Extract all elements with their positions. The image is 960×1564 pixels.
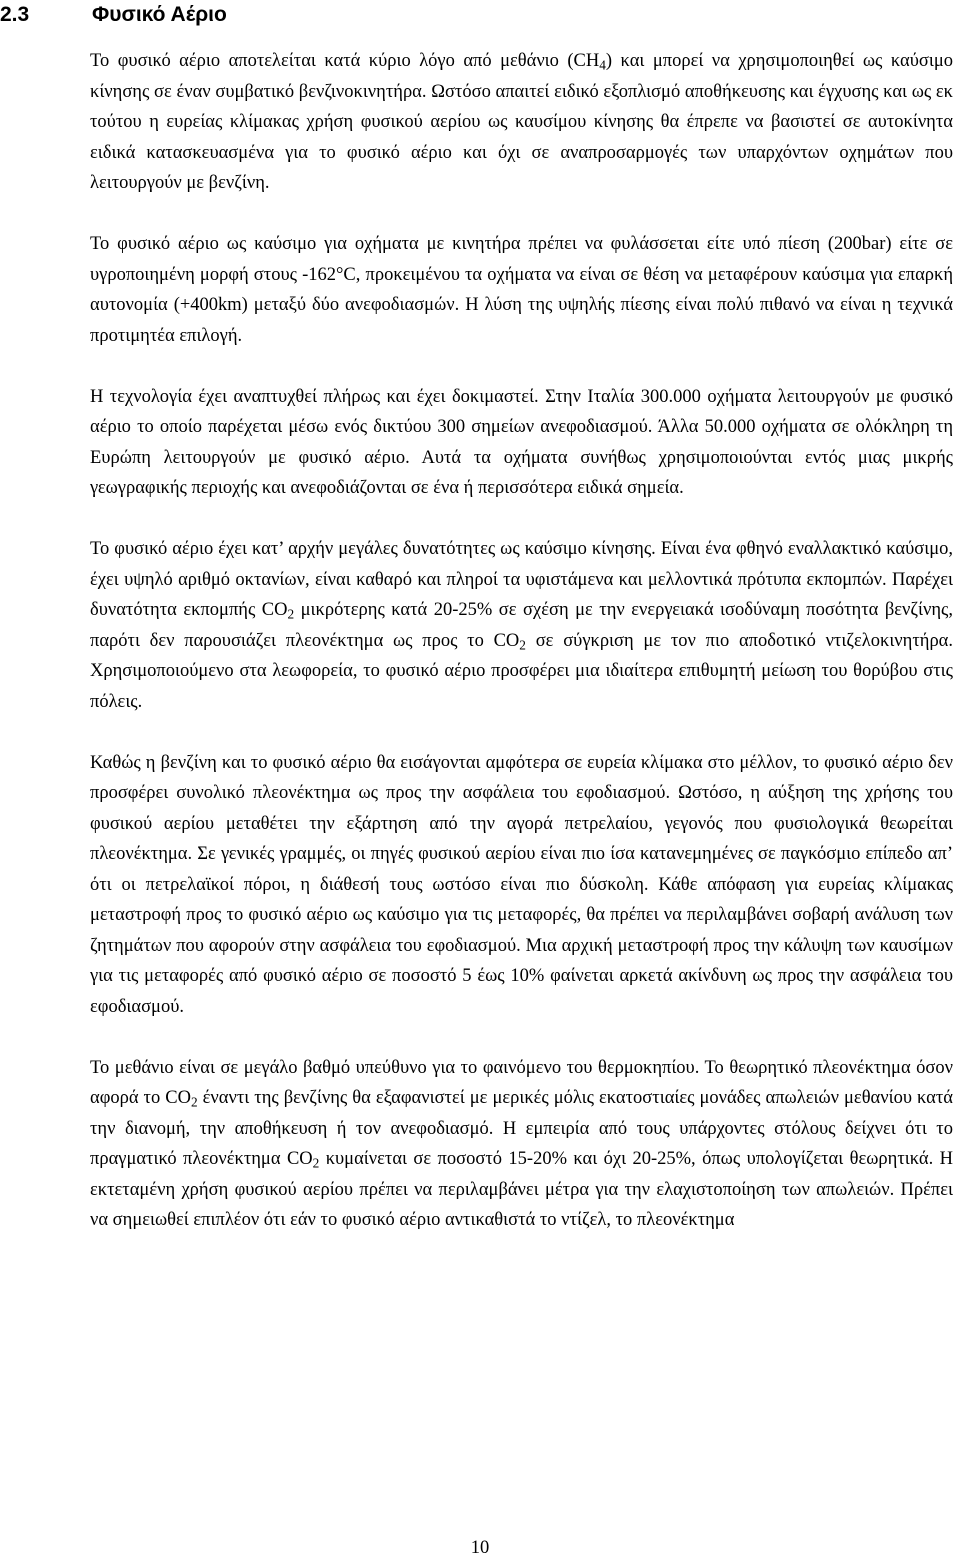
- text-segment: Καθώς η βενζίνη και το φυσικό αέριο θα εισάγονται αμφότερα σε ευρεία κλίμακα στο μέλλον, το φυσικό αέριο δεν προσφέρει συνολικό πλεονέκτημα ως προς την ασφάλεια του εφοδιασμού. Ωστόσο, η αύξηση της χρήσης του φυσικού αερίου μεταθέτει την εξάρτηση από την αγορά πετρελαίου, γεγονός που φυσιολογικά θεωρείται πλεονέκτημα. Σε γενικές γραμμές, οι πηγές φυσικού αερίου είναι πιο ίσα κατανεμημένες σε παγκόσμιο επίπεδο απ’ ότι οι πετρελαϊκοί πόροι, η διάθεσή τους ωστόσο είναι πιο δύσκολη. Κάθε απόφαση για ευρείας κλίμακας μεταστροφή προς το φυσικό αέριο ως καύσιμο για τις μεταφορές, θα πρέπει να περιλαμβάνει σοβαρή ανάλυση των ζητημάτων που αφορούν στην ασφάλεια του εφοδιασμού. Μια αρχική μεταστροφή προς την κάλυψη των καυσίμων για τις μεταφορές από φυσικό αέριο σε ποσοστό 5 έως 10% φαίνεται αρκετά ακίνδυνη ως προς την ασφάλεια του εφοδιασμού.: [90, 752, 953, 1017]
- text-segment: σε σύγκριση με τον πιο αποδοτικό ντιζελοκινητήρα. Χρησιμοποιούμενο στα λεωφορεία, το φυσικό αέριο προσφέρει μια ιδιαίτερα επιθυμητή μείωση του θορύβου στις πόλεις.: [90, 630, 953, 712]
- paragraph: [90, 534, 953, 717]
- paragraph: [90, 1053, 953, 1236]
- paragraph: [90, 229, 953, 351]
- section-heading: [0, 2, 227, 28]
- paragraph: [90, 46, 953, 199]
- page-body: [90, 46, 953, 1236]
- subscript: 2: [312, 1155, 320, 1171]
- text-segment: έναντι της βενζίνης θα εξαφανιστεί με μερικές μόλις εκατοστιαίες μονάδες απωλειών μεθανίου κατά την διανομή, την αποθήκευση ή τον ανεφοδιασμό. Η εμπειρία από τους υπάρχοντες στόλους δείχνει ότι το πραγματικό πλεονέκτημα CO: [90, 1088, 953, 1169]
- text-segment: Το φυσικό αέριο αποτελείται κατά κύριο λόγο από μεθάνιο (CH: [90, 51, 600, 71]
- text-segment: κυμαίνεται σε ποσοστό 15-20% και όχι 20-25%, όπως υπολογίζεται θεωρητικά. Η εκτεταμένη χρήση φυσικού αερίου πρέπει να περιλαμβάνει μέτρα για την ελαχιστοποίηση των απωλειών. Πρέπει να σημειωθεί επιπλέον ότι εάν το φυσικό αέριο αντικαθιστά το ντίζελ, το πλεονέκτημα: [90, 1149, 953, 1230]
- text-segment: Η τεχνολογία έχει αναπτυχθεί πλήρως και έχει δοκιμαστεί. Στην Ιταλία 300.000 οχήματα λειτουργούν με φυσικό αέριο το οποίο παρέχεται μέσω ενός δικτύου 300 σημείων ανεφοδιασμού. Άλλα 50.000 οχήματα σε ολόκληρη τη Ευρώπη λειτουργούν με φυσικό αέριο. Αυτά τα οχήματα συνήθως χρησιμοποιούνται εντός μιας μικρής γεωγραφικής περιοχής και ανεφοδιάζονται σε ένα ή περισσότερα ειδικά σημεία.: [90, 386, 953, 498]
- page-number: 10: [470, 1538, 490, 1558]
- subscript: 2: [519, 637, 526, 653]
- paragraph: [90, 382, 953, 504]
- subscript: 2: [190, 1094, 198, 1110]
- subscript: 2: [287, 606, 295, 622]
- section-number: 2.3: [0, 3, 30, 26]
- text-segment: Το φυσικό αέριο έχει κατ’ αρχήν μεγάλες δυνατότητες ως καύσιμο κίνησης. Είναι ένα φθηνό εναλλακτικό καύσιμο, έχει υψηλό αριθμό οκτανίων, είναι καθαρό και πληροί τα υφιστάμενα και μελλοντικά πρότυπα εκπομπών. Παρέχει δυνατότητα εκπομπής CO: [90, 539, 953, 620]
- subscript: 4: [599, 57, 606, 73]
- text-segment: Το μεθάνιο είναι σε μεγάλο βαθμό υπεύθυνο για το φαινόμενο του θερμοκηπίου. Το θεωρητικό πλεονέκτημα όσον αφορά το CO: [90, 1057, 953, 1108]
- text-segment: Το φυσικό αέριο ως καύσιμο για οχήματα με κινητήρα πρέπει να φυλάσσεται είτε υπό πίεση (200bar) είτε σε υγροποιημένη μορφή στους -162°C, προκειμένου τα οχήματα να είναι σε θέση να μεταφέρουν καύσιμα για επαρκή αυτονομία (+400km) μεταξύ δύο ανεφοδιασμών. Η λύση της υψηλής πίεσης είναι πολύ πιθανό να είναι η τεχνικά προτιμητέα επιλογή.: [90, 234, 953, 346]
- paragraph: [90, 748, 953, 1023]
- section-title: Φυσικό Αέριο: [92, 3, 227, 26]
- text-segment: μικρότερης κατά 20-25% σε σχέση με την ενεργειακά ισοδύναμη ποσότητα βενζίνης, παρότι δεν παρουσιάζει πλεονέκτημα ως προς το CO: [90, 600, 953, 651]
- text-segment: ) και μπορεί να χρησιμοποιηθεί ως καύσιμο κίνησης σε έναν συμβατικό βενζινοκινητήρα. Ωστόσο απαιτεί ειδικό εξοπλισμό αποθήκευσης και έγχυσης και ως εκ τούτου η ευρείας κλίμακας χρήση φυσικού αερίου ως καυσίμου κίνησης θα έπρεπε να βασιστεί σε αυτοκίνητα ειδικά κατασκευασμένα για το φυσικό αέριο και όχι σε αναπροσαρμογές των υπαρχόντων οχημάτων που λειτουργούν με βενζίνη.: [90, 51, 953, 193]
